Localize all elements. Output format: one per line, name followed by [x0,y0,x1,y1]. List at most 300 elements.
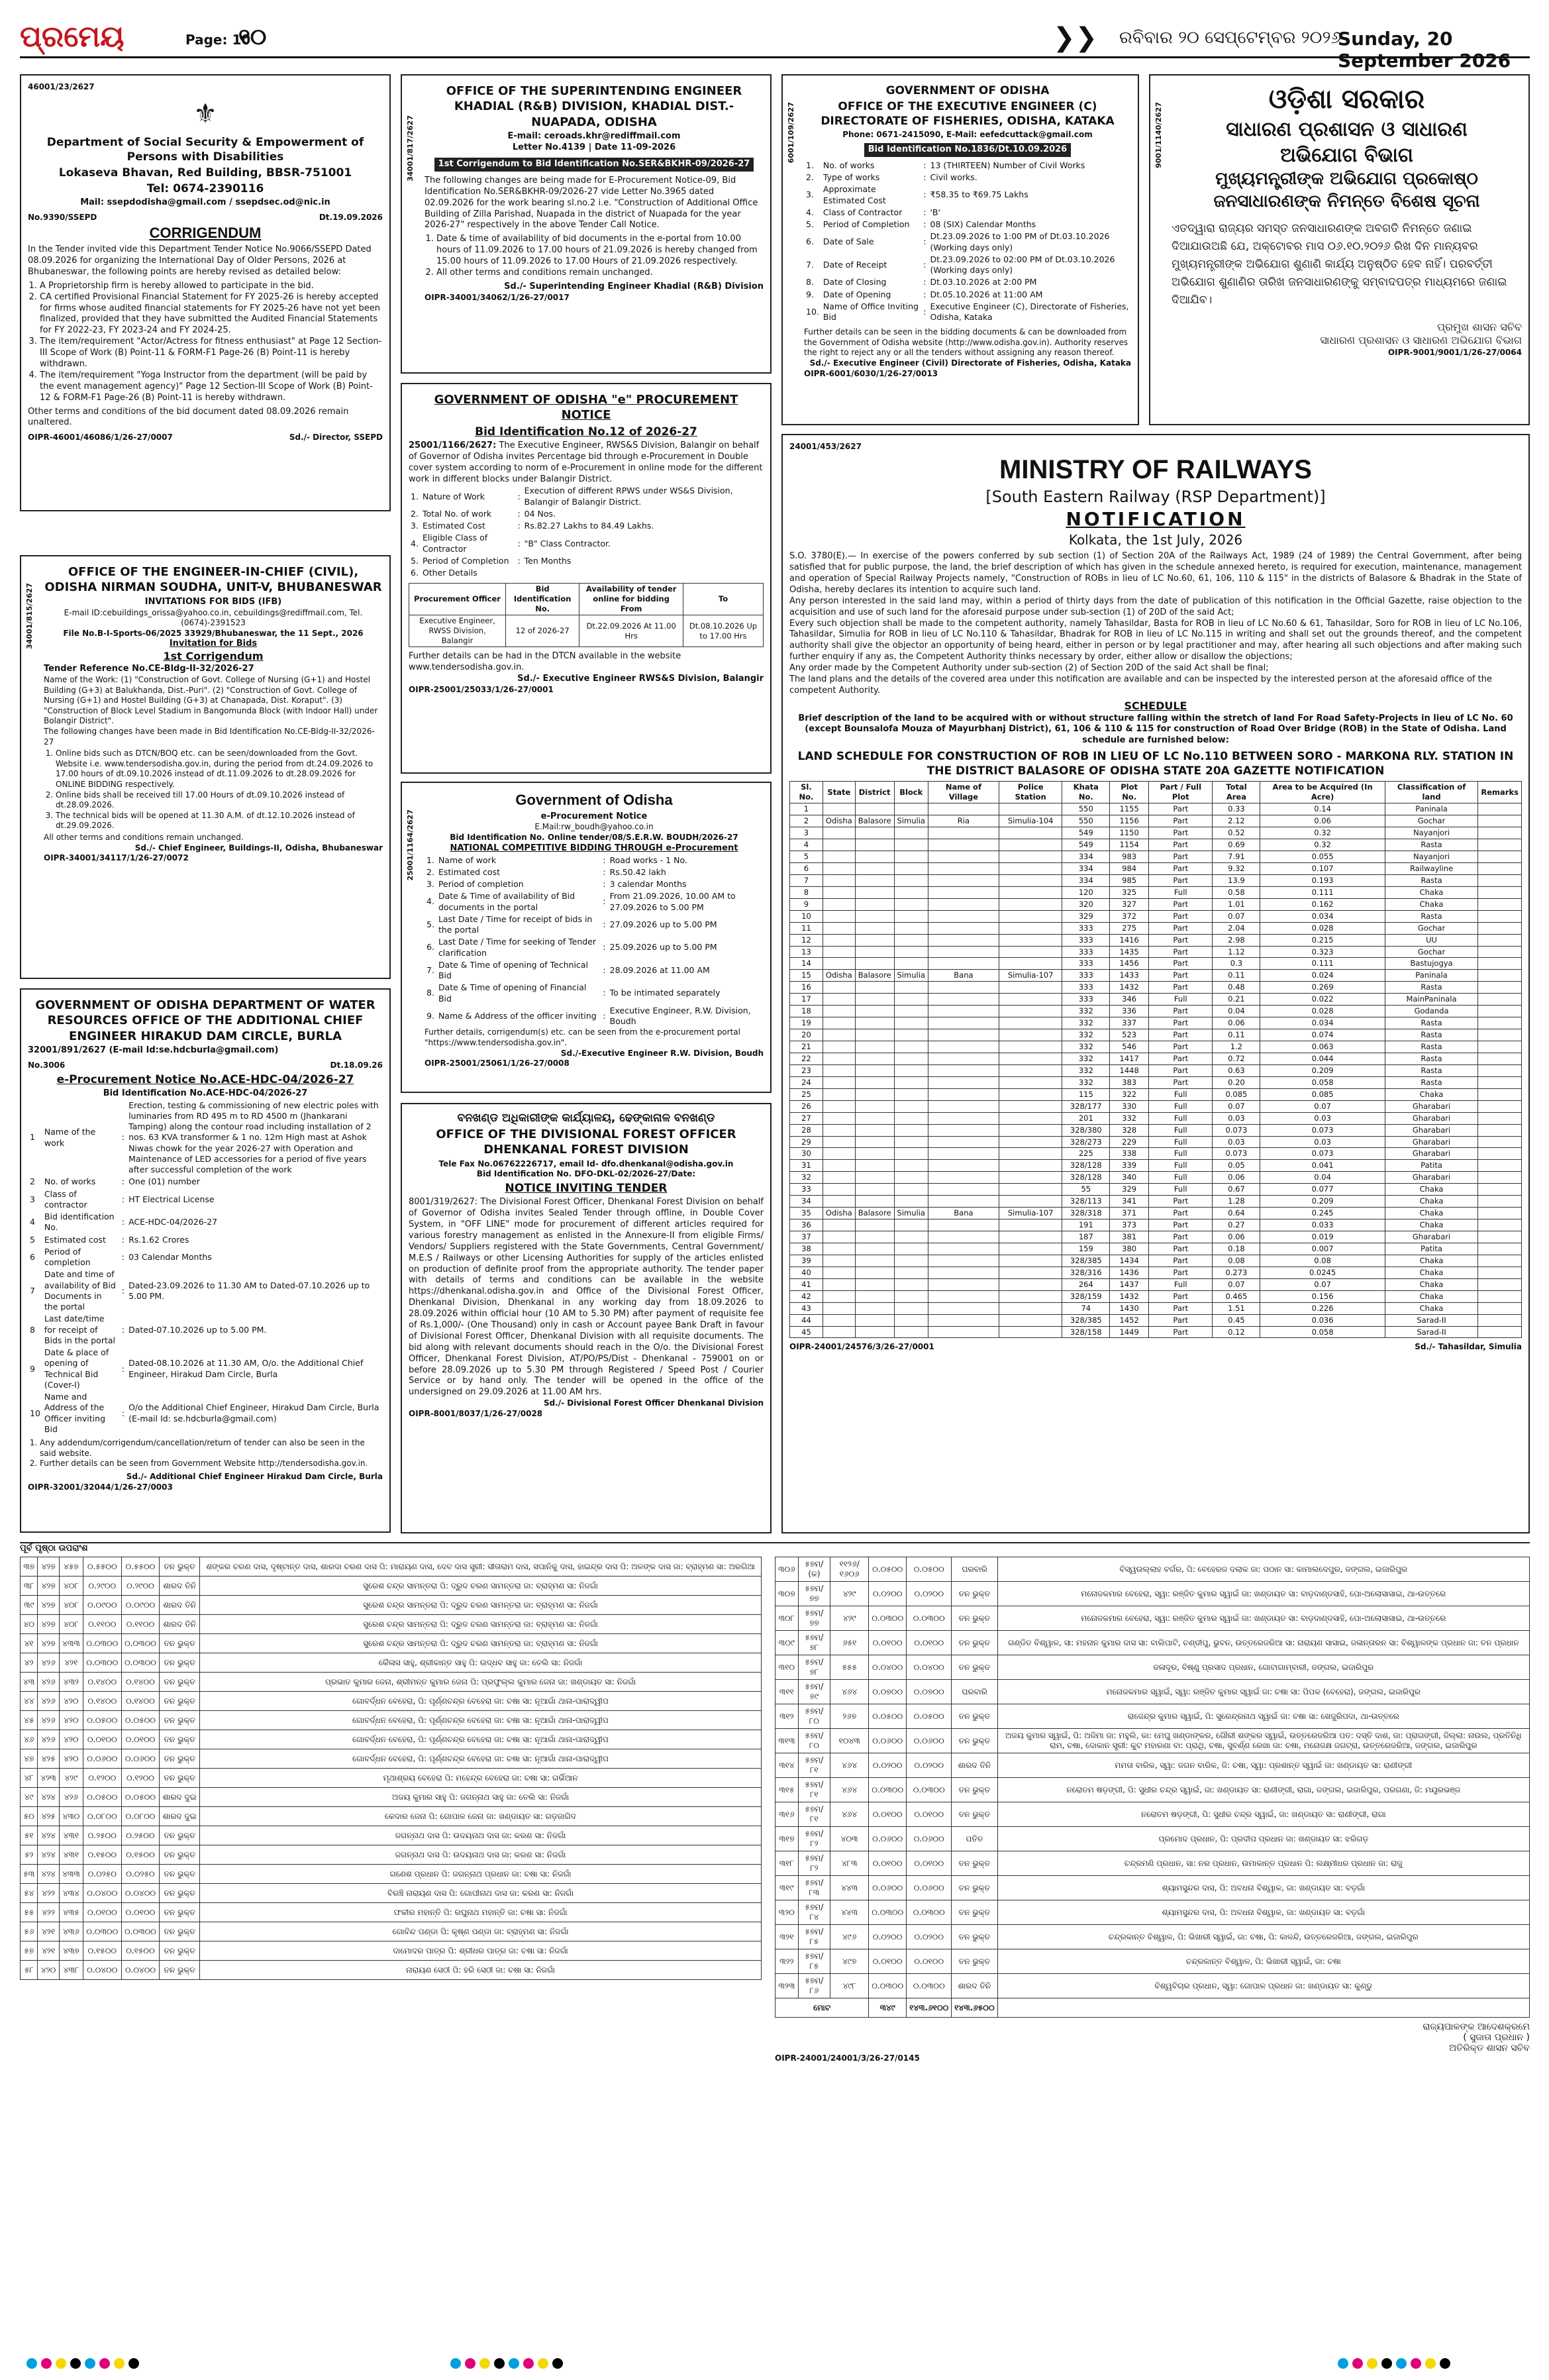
table-row [790,1148,1522,1160]
table-row [804,207,1131,219]
table-cell [855,886,894,898]
table-cell [894,1196,928,1208]
table-row [790,1124,1522,1136]
table-cell: : [121,1234,125,1245]
table-cell [928,1267,999,1278]
table-cell: 1432 [1110,1290,1149,1302]
table-cell: ଗୋବର୍ଦ୍ଧନ ବେହେରା, ପି: ପୂର୍ଣ୍ଣଚନ୍ଦ୍ର ବେହେରା ଜା: ଚଷା ସା: ନୂଆଗାଁ ଥାନା-ପାରାଦ୍ୱୀପ [200,1711,762,1730]
table-cell [1478,1278,1522,1290]
table-cell: ୪୬ [21,1730,38,1749]
table-cell: 0.58 [1213,886,1260,898]
table-cell: 18 [790,1006,823,1017]
table-row [775,1729,1530,1753]
table-cell: Name of Office Inviting Bid [823,301,919,323]
table-cell: ୦.୦୩୦୦ [121,1653,160,1673]
table-cell: 1449 [1110,1326,1149,1338]
table-cell [999,1326,1062,1338]
table-cell [855,922,894,934]
table-cell: ୦.୦୩୦୦ [869,1974,907,1998]
table-cell: : [923,172,926,183]
table-cell: ତନ ଭୁକ୍ତ [160,1730,200,1749]
table-cell: ୪୩୩ [59,1634,83,1653]
table-cell: ୫୭ମ/ ୭୯ [798,1680,830,1704]
table-cell: ୪୨୬ [38,1711,60,1730]
table-cell: 0.111 [1260,886,1385,898]
table-cell [823,1124,855,1136]
table-row [790,1041,1522,1053]
table-cell [999,1243,1062,1255]
table-cell [1478,839,1522,851]
table-cell: ତନ ଭୁକ୍ତ [952,1704,997,1729]
column-header: Part / Full Plot [1149,782,1213,803]
table-cell: ୦.୦୩୦୦ [869,1778,907,1802]
table-cell [999,1029,1062,1041]
table-row [21,1596,762,1615]
column-header: District [855,782,894,803]
table-cell: Estimated Cost [422,521,485,531]
table-cell: 13 [790,946,823,958]
table-cell: 25 [790,1088,823,1100]
table-cell: 0.3 [1213,958,1260,970]
notification-date: Kolkata, the 1st July, 2026 [1068,532,1243,548]
table-cell: 985 [1110,874,1149,886]
table-cell [855,1064,894,1076]
table-cell: 30 [790,1148,823,1160]
table-cell: Type of works [823,172,880,183]
table-cell [928,1136,999,1148]
table-cell: ବିସ୍ୱଉଲ୍ଲାହ ବର୍ଗର, ପି: ବେହେରଜ ଦଲାକ ଜା: ପଠାନ ସା: କାମାଲଦେପୁର, ଜଙ୍ଗଲ, ଇଜାରିପୁର [997,1557,1529,1582]
table-cell: Last Date / Time for receipt of bids in the portal [438,913,593,935]
table-cell [855,1029,894,1041]
table-cell: 'B' [930,207,940,217]
table-cell: ଶ୍ୟାମସୁନ୍ଦର ଦାସ, ପି: ଅବଧନା ବିଶ୍ୱାଳ, ଜା: ଖଣ୍ଡାୟତ ସା: ବଡ଼ଗାଁ [997,1876,1529,1900]
table-cell: ମନୋଜକମାର ବେହେରା, ସ୍ୱା: ରଞ୍ଜିତ କୁମାର ସ୍ୱାଇଁ ଜା: ଖଣ୍ଡାୟତ ସା: ବାଡ଼ଦାଣ୍ଡସାହି, ପୋ-ଅଲୋସାସାଇ, ଥା-ଉତ୍ତରେ [997,1582,1529,1606]
table-cell: Chaka [1385,1196,1478,1208]
table-cell: 1432 [1110,982,1149,994]
table-cell: 0.06 [1213,1172,1260,1184]
table-cell: : [121,1176,125,1187]
right-land-table [775,1557,1530,2063]
table-cell: 12 of 2026-27 [506,615,579,647]
table-cell: 0.226 [1260,1302,1385,1314]
table-cell: Balasore [855,970,894,982]
letter-no: No.9390/SSEPD [28,212,97,222]
table-cell: ୪୪୩ [830,1900,869,1925]
table-cell: 0.058 [1260,1326,1385,1338]
table-cell: ୦.୦୫୦୦ [907,1704,952,1729]
table-cell: 159 [1062,1243,1110,1255]
table-cell [823,922,855,934]
table-cell [1478,815,1522,827]
table-cell: 0.034 [1260,1017,1385,1029]
table-cell: 0.055 [1260,851,1385,863]
table-cell: ୦.୦୨୦୦ [907,1582,952,1606]
table-cell: ୪୧ [21,1634,38,1653]
table-cell: ୦.୦୬୦୦ [869,1729,907,1753]
table-cell: Odisha [823,1208,855,1219]
table-cell [823,1196,855,1208]
table-cell [928,1231,999,1243]
table-cell: 328/380 [1062,1124,1110,1136]
table-cell: 0.03 [1213,1136,1260,1148]
table-cell: Part [1149,1231,1213,1243]
table-cell: Gharabari [1385,1231,1478,1243]
table-row [21,1941,762,1961]
table-cell: 1.51 [1213,1302,1260,1314]
table-cell: 1435 [1110,946,1149,958]
table-cell: : [603,866,606,877]
table-cell: Dated-08.10.2026 at 11.30 AM, O/o. the Additional Chief Engineer, Hirakud Dam Circle, Burla [128,1358,364,1379]
lower-section [20,1542,1530,2350]
table-cell: ୩୦୬ [775,1557,799,1582]
ad-rwss-balangir [401,383,772,774]
table-cell: ୪୮ [21,1769,38,1788]
table-cell: ସୁରେଶ ଚନ୍ଦ୍ର ସାମନ୍ତରା ପି: ଦ୍ରୁଦ ଚରଣ ସାମନ୍ତରା ଜା: ବ୍ରାହ୍ମଣ ସା: ନିଜଗାଁ [200,1596,762,1615]
signature: Sd./- Tahasildar, Simulia [1415,1342,1522,1352]
table-cell: ଅଜୟ କୁମାର ସ୍ୱାଇଁ, ପି: ଅଜିମା ଜା: ମହୁଲି, କା: ମେଘୁ ଖଣ୍ଡାଙ୍କର, ଗୌରୀ ଶଙ୍କର ସ୍ୱାଇଁ, ଉତ୍ତରେଜରିଆ ପତ: ଦସ୍ତି ଦାଶ, ଜା: ପ୍ରାଗଙ୍ଗୀ, ଜିଲ୍ଲା: ନାଉଲ, ପ୍ରତିନିଧି ରାମ, ଚଷା, ଦୋକାନ ସ୍ତ୍ରୀ: କୁଟ ମହାରଣା ବା: ପ୍ରାଥି, ଚଷା, ସୁବର୍ଣ୍ଣ ରେଖା ଜା: ଚଷା, ମନୋଜକ୍ଷ ଜଗଟ୍ରା, ଉତ୍ତରେଜରିଆ, ଜଙ୍ଗଲ, ଇଜାରିପୁର [997,1729,1529,1753]
table-cell: Chaka [1385,1278,1478,1290]
table-cell: ୪୯୮ [830,1974,869,1998]
table-cell [928,1255,999,1267]
table-cell: Road works - 1 No. [609,854,687,865]
page-label: Page: 10 [185,32,251,48]
registration-dot [1440,2358,1450,2369]
ad-body: In the Tender invited vide this Department Tender Notice No.9066/SSEPD Dated 08.09.2026 for organizing the International Day of Older Persons, 2026 at Bhubaneswar, the following points are hereby revised as detailed below: [28,244,372,277]
office-title: GOVERNMENT OF ODISHA DEPARTMENT OF WATER RESOURCES OFFICE OF THE ADDITIONAL CHIEF ENGINEER HIRAKUD DAM CIRCLE, BURLA [35,998,375,1043]
table-cell: ୦.୦୬୦୦ [869,1876,907,1900]
table-cell: 341 [1110,1196,1149,1208]
table-cell: ୪୨ [21,1653,38,1673]
table-cell: Date & Time of availability of Bid documents in the portal [438,891,575,912]
ad-ssepd-corrigendum [20,74,391,511]
table-cell: Part [1149,1006,1213,1017]
table-row [21,1692,762,1711]
office-title: OFFICE OF THE ENGINEER-IN-CHIEF (CIVIL), ODISHA NIRMAN SOUDHA, UNIT-V, BHUBANESWAR [44,565,382,595]
table-cell: Rasta [1385,982,1478,994]
table-cell: 2. [426,866,434,877]
corrigendum-title: CORRIGENDUM [149,225,262,242]
column-header: State [823,782,855,803]
notification-title: NOTIFICATION [1066,507,1246,530]
table-cell [1478,922,1522,934]
table-cell [855,1243,894,1255]
table-cell: ୩୧୨ [775,1704,799,1729]
table-cell: 4. [806,207,814,217]
table-cell [894,1184,928,1196]
registration-dot [450,2358,461,2369]
table-cell: 0.07 [1213,1100,1260,1112]
table-cell [928,1006,999,1017]
para: Any order made by the Competent Authority under sub-section (2) of Section 20D of the said Act shall be final; [789,663,1269,674]
table-cell: 264 [1062,1278,1110,1290]
table-cell: Chaka [1385,886,1478,898]
table-cell: 0.085 [1260,1088,1385,1100]
table-cell: 371 [1110,1208,1149,1219]
signature-name: ( ସୁଜାତା ପ୍ରଧାନ ) [1463,2032,1530,2043]
newspaper-logo: ପ୍ରମେୟ [20,20,125,54]
table-cell: Part [1149,1076,1213,1088]
table-cell: ୫୭ମ/ ୭୭ [798,1582,830,1606]
table-cell: ୩୨୨ [775,1949,799,1974]
column-header: Police Station [999,782,1062,803]
table-cell: 187 [1062,1231,1110,1243]
table-cell: 0.06 [1213,1017,1260,1029]
table-cell [855,1267,894,1278]
para: S.O. 3780(E).— In exercise of the powers conferred by sub section (1) of Section 20A of the Railways Act, 1989 (24 of 1989) the Central Government, after being satisfied that for public purpose, the land, the brief description of which has given in the schedule annexed hereto, is required for execution, maintenance, management and operation of Special Railway Projects namely, "Construction of ROBs in lieu of LC No.60, 61, 106, 110 & 115" in the districts of Balasore & Bhadrak in the State of Odisha, hereby declares its intention to acquire such land. [789,551,1522,595]
table-cell: ୪୩ [21,1673,38,1692]
table-cell: No. of works [44,1176,96,1187]
table-row [790,1231,1522,1243]
table-cell: Executive Engineer (C), Directorate of Fisheries, Odisha, Kataka [930,301,1129,323]
table-cell [823,958,855,970]
table-cell: ୦.୧୪୦୦ [83,1692,121,1711]
table-row [790,815,1522,827]
table-cell: Part [1149,1029,1213,1041]
table-cell [1478,982,1522,994]
table-cell: Bid identification No. [44,1212,115,1233]
table-cell: ଗଣେଶ ପ୍ରଧାନ ପି: ଜଗନ୍ନାଥ ପ୍ରଧାନ ଜା: ଚଷା ସା: ନିଜଗାଁ [200,1865,762,1884]
table-cell: 201 [1062,1112,1110,1124]
table-cell: ୪୨୪ [38,1865,60,1884]
table-cell: "B" Class Contractor. [524,538,611,548]
table-cell: 2.98 [1213,934,1260,946]
table-cell: ₹58.35 to ₹69.75 Lakhs [930,189,1028,200]
ad-further: Further details can be had in the DTCN available in the website www.tendersodisha.gov.in. [409,651,681,672]
table-cell: ୬୫୧ [830,1631,869,1655]
table-cell: Chaka [1385,1290,1478,1302]
table-cell: : [121,1285,125,1296]
table-cell: ୦.୧୫୦୦ [83,1941,121,1961]
table-cell [894,1172,928,1184]
table-row [28,1313,383,1347]
table-cell: : [121,1132,125,1143]
invitation-label: Invitation for Bids [169,639,258,649]
tender-details-table [804,160,1131,324]
table-cell: ୦.୧୫୦୦ [121,1941,160,1961]
table-cell: 0.33 [1213,803,1260,815]
table-row [409,567,764,579]
table-cell: Part [1149,910,1213,922]
table-cell: ସୁରେଶ ଚନ୍ଦ୍ର ସାମନ୍ତରା ପି: ଦ୍ରୁଦ ଚରଣ ସାମନ୍ତରା ଜା: ବ୍ରାହ୍ମଣ ସା: ନିଜଗାଁ [200,1577,762,1596]
table-cell: : [603,854,606,865]
table-row [790,1196,1522,1208]
table-cell [999,1017,1062,1029]
table-cell [928,1184,999,1196]
table-row [775,1582,1530,1606]
table-cell: ୦.୦୧୦୦ [121,1730,160,1749]
table-cell: ଗଣ୍ଡିତ ବିଶ୍ୱାଳ, ସା: ମହନାନ କୁମାର ଦାସ ସା: ବାଲିପାଟି, ଚଣ୍ଡୀପୁ, ଭୁବନ, ଉତ୍ତରେଜରିଆ ସା: ନାରାୟଣ ସାସାଇ, ଜଳାନ୍ତାରନ ସା: ବିଶ୍ୱାଳଙ୍କ ପ୍ରଧାନ ଜା: ତନ ପ୍ରଧାନ [997,1631,1529,1655]
table-cell [855,1041,894,1053]
table-cell: 27 [790,1112,823,1124]
table-cell: 6 [30,1252,35,1263]
table-cell: ତନ ଭୁକ୍ତ [952,1778,997,1802]
table-cell: 984 [1110,862,1149,874]
table-cell [1478,1267,1522,1278]
table-row [21,1673,762,1692]
table-cell: ଗୋବର୍ଦ୍ଧନ ବେହେରା, ପି: ପୂର୍ଣ୍ଣଚନ୍ଦ୍ର ବେହେରା ଜା: ଚଷା ସା: ନୂଆଗାଁ ଥାନା-ପାରାଦ୍ୱୀପ [200,1749,762,1769]
table-cell [823,1255,855,1267]
table-cell: ୦.୦୧୦୦ [907,1631,952,1655]
table-cell [894,1064,928,1076]
table-cell: : [923,277,926,287]
table-cell: ୪୦୮ [59,1596,83,1615]
table-cell: 5. [426,919,434,929]
table-cell: 229 [1110,1136,1149,1148]
table-cell: Simulia-104 [999,815,1062,827]
table-cell: ୦.୦୯୦୦ [121,1596,160,1615]
table-cell: ବିରଞ୍ଚି ନାରାୟଣ ଦାସ ପି: ଗୋପୀନାଥ ଦାସ ଜା: କରଣ ସା: ନିଜଗାଁ [200,1884,762,1903]
table-cell: 1156 [1110,815,1149,827]
table-cell: Name of the work [44,1127,96,1148]
table-cell [1478,1006,1522,1017]
table-cell [928,910,999,922]
table-cell: ୪୨୫ [38,1807,60,1826]
table-row [409,508,764,520]
ad-fisheries-tender [781,74,1139,425]
table-cell: ୦.୦୯୦୦ [83,1596,121,1615]
table-cell: 13 (THIRTEEN) Number of Civil Works [930,160,1085,170]
table-cell: : [121,1217,125,1227]
table-cell: ୩୧୫ [775,1778,799,1802]
table-cell: ୪୨୪ [38,1826,60,1845]
oipr-code: OIPR-8001/8037/1/26-27/0028 [409,1408,543,1418]
table-cell: Chaka [1385,1219,1478,1231]
table-cell: ୫୨ [21,1845,38,1865]
table-cell: ୦.୦୬୦୦ [907,1827,952,1851]
table-row [804,254,1131,277]
office-title-odia: ବନଖଣ୍ଡ ଅଧିକାରୀଙ୍କ କାର୍ଯ୍ୟାଳୟ, ଢେଙ୍କାନାଳ ବନଖଣ୍ଡ [457,1112,715,1125]
table-row [790,922,1522,934]
table-cell [823,1064,855,1076]
table-cell: Part [1149,803,1213,815]
table-cell [894,1029,928,1041]
table-cell: : [517,508,521,519]
table-cell: ୦.୧୨୦୦ [121,1769,160,1788]
table-cell: ୦.୦୬୦୦ [83,1749,121,1769]
table-cell: ୫୫୫ [830,1655,869,1680]
table-row [28,1188,383,1212]
ad-body: The Executive Engineer, RWS&S Division, Balangir on behalf of Governor of Odisha invites Percentage bid through e-Procurement in Double cover system according to norm of e-Procurement in online mode for the different work in different blocks under Balangir District. [409,440,763,484]
signature: Sd./- Additional Chief Engineer Hirakud Dam Circle, Burla [126,1471,383,1481]
table-row [790,1017,1522,1029]
table-cell [1478,874,1522,886]
table-row [804,183,1131,207]
table-cell: ତନ ଭୁକ୍ତ [952,1949,997,1974]
bid-id: Bid Identification No.12 of 2026-27 [475,425,697,439]
ad-ref: 25001/1164/2627 [406,809,415,881]
ad-rw-boudh [401,782,772,1093]
ad-railways-notification [781,434,1530,1533]
table-cell [894,1041,928,1053]
table-cell: ୩୧୩ [775,1729,799,1753]
table-cell: No. of works [823,160,875,170]
table-row [21,1577,762,1596]
table-cell [928,886,999,898]
table-cell [999,1231,1062,1243]
table-cell: 0.007 [1260,1243,1385,1255]
table-cell: O/o the Additional Chief Engineer, Hirakud Dam Circle, Burla (E-mail Id: se.hdcburla@gmail.com) [128,1402,379,1423]
table-cell: 0.156 [1260,1290,1385,1302]
table-cell [999,1184,1062,1196]
table-cell: ୪୬୪ [830,1778,869,1802]
table-cell: ୫୭ମ/ ୮୩ [798,1876,830,1900]
table-cell [999,1278,1062,1290]
column-header: Remarks [1478,782,1522,803]
table-cell: 1155 [1110,803,1149,815]
table-cell: Date of Sale [823,236,874,247]
table-cell: ୩୮ [21,1577,38,1596]
table-cell: 346 [1110,994,1149,1006]
table-cell: ୫୩ [21,1865,38,1884]
table-cell: ୨୬୭ [830,1704,869,1729]
table-cell: ୪୨୭ [38,1596,60,1615]
table-cell [999,1172,1062,1184]
table-cell [1478,1219,1522,1231]
table-cell: 328/273 [1062,1136,1110,1148]
table-cell: 0.074 [1260,1029,1385,1041]
table-cell [823,1184,855,1196]
table-cell: ତନ ଭୁକ୍ତ [952,1655,997,1680]
tender-details-table [28,1100,383,1436]
table-cell: ତନ ଭୁକ୍ତ [160,1692,200,1711]
table-cell [894,827,928,839]
table-cell: 8. [806,277,814,287]
table-row [790,1112,1522,1124]
office-title: OFFICE OF THE SUPERINTENDING ENGINEER KHADIAL (R&B) DIVISION, KHADIAL DIST.-NUAPADA, ODISHA [446,84,742,129]
table-row [790,1326,1522,1338]
table-cell: 332 [1062,1017,1110,1029]
table-cell: Part [1149,851,1213,863]
table-cell: Chaka [1385,1184,1478,1196]
table-cell [823,1017,855,1029]
table-cell [928,1088,999,1100]
oipr-code: OIPR-34001/34117/1/26-27/0072 [44,853,189,863]
table-cell: 120 [1062,886,1110,898]
oipr-code: OIPR-6001/6030/1/26-27/0013 [804,368,938,378]
registration-dot [56,2358,66,2369]
table-cell: 328/128 [1062,1172,1110,1184]
table-cell: ୦.୦୪୦୦ [907,1655,952,1680]
table-cell: 328/159 [1062,1290,1110,1302]
table-cell: ମନୋଜକମାର ବେହେରା, ସ୍ୱା: ରଞ୍ଜିତ କୁମାର ସ୍ୱାଇଁ ଜା: ଖଣ୍ଡାୟତ ସା: ବାଡ଼ଦାଣ୍ଡସାହି, ପୋ-ଅଲୋସାସାଇ, ଥା-ଉତ୍ତରେ [997,1606,1529,1631]
table-row [775,1704,1530,1729]
signature-title: ଅତିରିକ୍ତ ଶାସନ ସଚିବ [1449,2043,1530,2053]
table-cell [894,1243,928,1255]
table-cell [823,946,855,958]
table-cell: ୦.୦୩୦୦ [83,1922,121,1941]
table-cell: ୩୨୩ [775,1974,799,1998]
table-cell: Period of completion [44,1246,91,1268]
table-cell: ୦.୦୧୦୦ [869,1802,907,1827]
table-cell: ୪୯ [21,1788,38,1807]
table-cell: ୦.୦୩୦୦ [907,1974,952,1998]
table-cell: ୦.୦୪୦୦ [869,1655,907,1680]
table-cell [928,1302,999,1314]
ad-other: Other terms and conditions of the bid document dated 08.09.2026 remain unaltered. [28,406,349,428]
table-cell [999,1290,1062,1302]
signature: Sd./- Chief Engineer, Buildings-II, Odisha, Bhubaneswar [134,843,383,853]
table-cell: 0.465 [1213,1290,1260,1302]
table-cell: ୫୭ମ/ ୮୦ [798,1704,830,1729]
table-cell [894,851,928,863]
date-english: Sunday, 20 September 2026 [1338,28,1511,72]
table-cell [894,946,928,958]
table-row [28,1268,383,1313]
table-cell: ୦.୦୧୦୦ [907,1802,952,1827]
table-cell: ଶାରଦ ତିନି [160,1615,200,1634]
table-cell: Part [1149,1290,1213,1302]
table-cell: 41 [790,1278,823,1290]
